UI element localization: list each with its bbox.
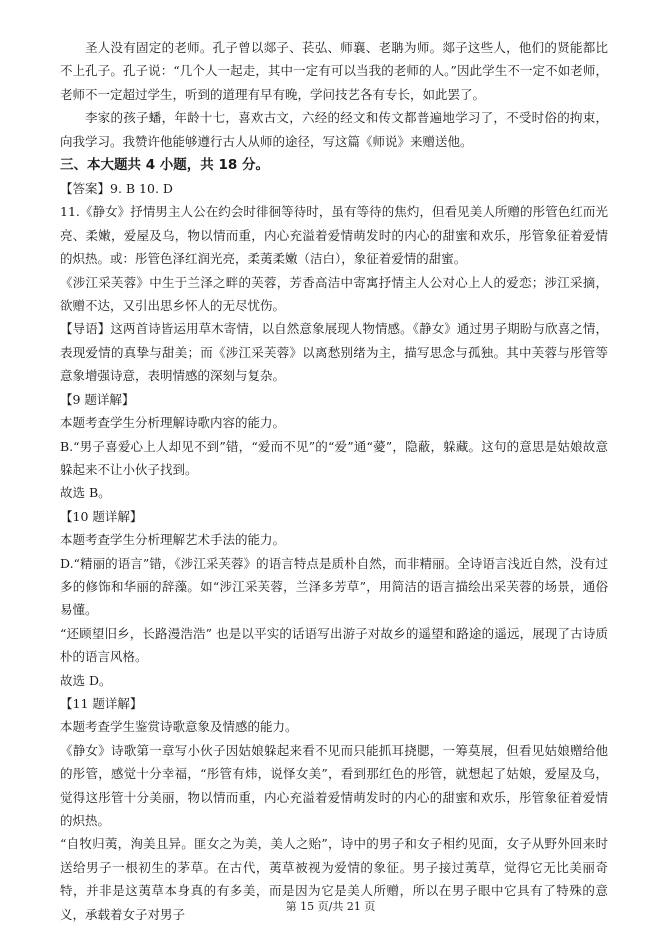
translation-paragraph-1: 圣人没有固定的老师。孔子曾以郯子、苌弘、师襄、老聃为师。郯子这些人，他们的贤能都比不上孔子。孔子说：“几个人一起走，其中一定有可以当我的老师的人。”因此学生不一定不如老师，老师不一定超过学生，听到的道理有早有晚，学问技艺各有专长，如此罢了。 xyxy=(60,40,608,102)
q11-title: 【11 题详解】 xyxy=(60,695,143,711)
page-footer: 第 15 页/共 21 页 xyxy=(285,900,376,913)
guide-paragraph: 【导语】这两首诗皆运用草木寄情，以自然意象展现人物情感。《静女》通过男子期盼与欣喜之情，表现爱情的真挚与甜美；而《涉江采芙蓉》以离愁别绪为主，描写思念与孤独。其中芙蓉与彤管等意象增强诗意，表明情感的深刻与复杂。 xyxy=(60,321,608,384)
section-heading: 三、本大题共 4 小题，共 18 分。 xyxy=(60,157,269,174)
q11-paragraph-2: “自牧归荑，洵美且异。匪女之为美，美人之贻”，诗中的男子和女子相约见面，女子从野外回来时送给男子一根初生的茅草。在古代，荑草被视为爱情的象征。男子接过荑草，觉得它无比美丽奇特，并非是这荑草本身真的有多美，而是因为它是美人所赠，所以在男子眼中它具有了特殊的意义，承载着女子对男子 xyxy=(60,836,608,922)
q11-answer-a: 11.《静女》抒情男主人公在约会时徘徊等待时，虽有等待的焦灼，但看见美人所赠的彤管色红而光亮、柔嫩，爱屋及乌，物以情而重，内心充溢着爱情萌发时的内心的甜蜜和欢乐，彤管象征着爱情的炽热。或：彤管色泽红润光亮，柔荑柔嫩（洁白），象征着爱情的甜蜜。 xyxy=(60,204,608,267)
page-content xyxy=(60,36,608,926)
answer-line: 【答案】9. B 10. D xyxy=(60,181,173,197)
q10-detail-b: “还顾望旧乡，长路漫浩浩” 也是以平实的话语写出游子对故乡的遥望和路途的遥远，展现了古诗质朴的语言风格。 xyxy=(60,625,608,665)
q9-detail: B.“男子喜爱心上人却见不到”错，“爱而不见”的“爱”通“薆”，隐蔽，躲藏。这句的意思是姑娘故意躲起来不让小伙子找到。 xyxy=(60,438,608,477)
q9-ability: 本题考查学生分析理解诗歌内容的能力。 xyxy=(60,415,286,431)
q11-ability: 本题考查学生鉴赏诗歌意象及情感的能力。 xyxy=(60,719,298,735)
q9-title: 【9 题详解】 xyxy=(60,391,135,407)
q10-conclusion: 故选 D。 xyxy=(60,672,112,688)
q10-detail-a: D.“精丽的语言”错，《涉江采芙蓉》的语言特点是质朴自然，而非精丽。全诗语言浅近自然，没有过多的修饰和华丽的辞藻。如“涉江采芙蓉，兰泽多芳草”，用简洁的语言描绘出采芙蓉的场景，通俗易懂。 xyxy=(60,555,608,618)
q9-conclusion: 故选 B。 xyxy=(60,485,111,501)
translation-paragraph-2: 李家的孩子蟠，年龄十七，喜欢古文，六经的经文和传文都普遍地学习了，不受时俗的拘束，向我学习。我赞许他能够遵行古人从师的途径，写这篇《师说》来赠送他。 xyxy=(60,110,608,149)
q11-answer-b: 《涉江采芙蓉》中生于兰泽之畔的芙蓉，芳香高洁中寄寓抒情主人公对心上人的爱恋；涉江采摘，欲赠不达，又引出思乡怀人的无尽忧伤。 xyxy=(60,274,608,314)
q10-ability: 本题考查学生分析理解艺术手法的能力。 xyxy=(60,532,286,548)
q10-title: 【10 题详解】 xyxy=(60,508,143,524)
q11-paragraph-1: 《静女》诗歌第一章写小伙子因姑娘躲起来看不见而只能抓耳挠腮，一筹莫展，但看见姑娘赠给他的彤管，感觉十分幸福，“彤管有炜，说怿女美”，看到那红色的彤管，就想起了姑娘，爱屋及乌，觉得这彤管十分美丽，物以情而重，内心充溢着爱情萌发时的内心的甜蜜和欢乐，彤管象征着爱情的炽热。 xyxy=(60,742,608,828)
